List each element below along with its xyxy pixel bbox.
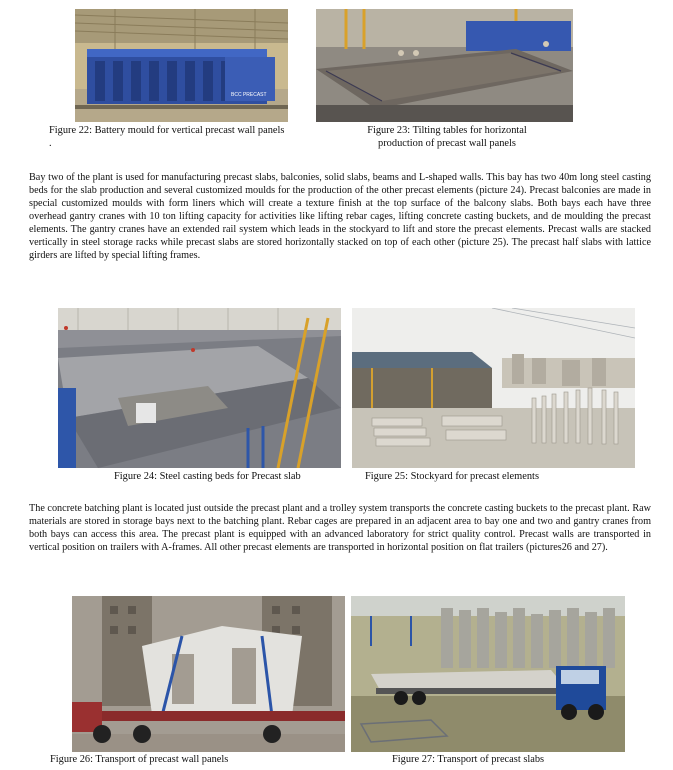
figure-26-photo <box>72 596 345 752</box>
figure-27-photo <box>351 596 625 752</box>
figure-24-photo <box>58 308 341 468</box>
figure-23-caption-line1: Figure 23: Tilting tables for horizontal <box>367 125 527 136</box>
body-paragraph-2: The concrete batching plant is located just outside the precast plant and a trolley system transports the concrete casting buckets to the precast plant. Raw materials are stored in storage bays next to the batching plant. Rebar cages are prepared in an adjacent area to bay one and two and gantry cranes from both bays can access this area. The precast plant is equipped with an advanced laboratory for strict quality control. Precast walls are transported in vertical position on trailers with A-frames. All other precast elements are transported in horizontal position on flat trailers (pictures26 and 27). <box>29 503 651 553</box>
figure-22-sign: BCC PRECAST <box>231 92 267 98</box>
figure-26-caption: Figure 26: Transport of precast wall panels <box>50 754 229 765</box>
figure-23-caption-line2: production of precast wall panels <box>378 138 516 149</box>
figure-27-caption: Figure 27: Transport of precast slabs <box>392 754 545 765</box>
figure-22-photo <box>75 9 288 122</box>
figure-22-caption-text: Figure 22: Battery mould for vertical precast wall panels <box>49 125 285 136</box>
figure-24-caption: Figure 24: Steel casting beds for Precast slab <box>114 471 301 482</box>
figure-22-caption <box>49 124 319 150</box>
figure-25-photo <box>352 308 635 468</box>
body-paragraph-1: Bay two of the plant is used for manufacturing precast slabs, balconies, solid slabs, beams and L-shaped walls. This bay has two 40m long steel casting beds for the slab production and several customized moulds for the production of the other precast elements (picture 24). Precast balconies are made in special customized moulds with form liners which will create a texture finish at the top surface of the balcony slabs. Both bays each have three overhead gantry cranes with 10 ton lifting capacity for activities like lifting rebar cages, lifting concrete casting buckets, and de moulding the precast elements. The gantry cranes have an extended rail system which leads in the stockyard to lift and store the precast elements. Precast walls are stacked vertically in steel storage racks while precast slabs are stored horizontally stacked on top of each other (picture 25). The precast half slabs with lattice girders are lifted by special lifting frames. <box>29 172 651 261</box>
figure-23-photo <box>316 9 573 122</box>
figure-25-caption: Figure 25: Stockyard for precast elements <box>365 471 539 482</box>
figure-22-caption-tail: . <box>49 138 52 149</box>
figure-23-caption <box>344 124 550 150</box>
